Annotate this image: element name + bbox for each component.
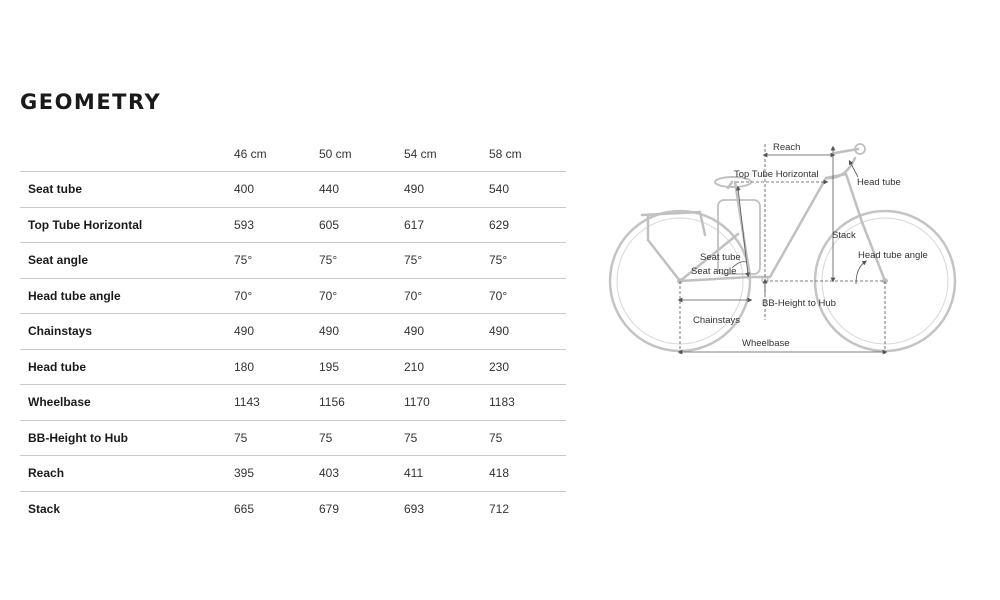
- cell-value: 1183: [489, 395, 515, 410]
- table-row: [20, 349, 566, 385]
- cell-value: 210: [404, 359, 425, 374]
- cell-value: 70°: [319, 288, 338, 303]
- cell-value: 75: [319, 430, 333, 445]
- cell-value: 75°: [234, 253, 253, 268]
- bike-geometry-diagram: [600, 130, 965, 365]
- cell-value: 440: [319, 182, 340, 197]
- cell-value: 490: [319, 324, 340, 339]
- label-seat-tube: Seat tube: [700, 252, 741, 263]
- cell-value: 75: [489, 430, 503, 445]
- table-row: [20, 456, 566, 492]
- label-wheelbase: Wheelbase: [742, 338, 790, 349]
- row-label: Reach: [28, 466, 65, 481]
- cell-value: 490: [404, 324, 425, 339]
- label-reach: Reach: [773, 142, 801, 153]
- cell-value: 593: [234, 217, 255, 232]
- geometry-table: [20, 137, 566, 526]
- column-header-size: 46 cm: [234, 147, 267, 161]
- table-row: [20, 243, 566, 279]
- cell-value: 490: [404, 182, 425, 197]
- cell-value: 70°: [489, 288, 508, 303]
- table-row: [20, 314, 566, 350]
- cell-value: 395: [234, 466, 255, 481]
- cell-value: 712: [489, 501, 510, 516]
- cell-value: 180: [234, 359, 255, 374]
- cell-value: 605: [319, 217, 340, 232]
- cell-value: 195: [319, 359, 340, 374]
- cell-value: 230: [489, 359, 510, 374]
- bike-frame: [642, 144, 885, 283]
- column-header-size: 58 cm: [489, 147, 522, 161]
- cell-value: 629: [489, 217, 510, 232]
- table-row: [20, 172, 566, 208]
- column-header-name: [20, 137, 225, 172]
- label-stack: Stack: [832, 230, 856, 241]
- page-title: GEOMETRY: [20, 90, 162, 114]
- cell-value: 75: [234, 430, 248, 445]
- cell-value: 400: [234, 182, 255, 197]
- cell-value: 540: [489, 182, 510, 197]
- row-label: Stack: [28, 501, 61, 516]
- cell-value: 75°: [404, 253, 423, 268]
- cell-value: 75°: [319, 253, 338, 268]
- row-label: Chainstays: [28, 324, 93, 339]
- cell-value: 411: [404, 466, 424, 481]
- table-header-row: [20, 137, 566, 172]
- row-label: Wheelbase: [28, 395, 91, 410]
- row-label: Head tube: [28, 359, 87, 374]
- cell-value: 665: [234, 501, 255, 516]
- cell-value: 70°: [404, 288, 423, 303]
- label-seat-angle: Seat angle: [691, 266, 737, 277]
- cell-value: 679: [319, 501, 340, 516]
- cell-value: 403: [319, 466, 340, 481]
- row-label: Head tube angle: [28, 288, 121, 303]
- label-head-tube: Head tube: [857, 177, 901, 188]
- cell-value: 75°: [489, 253, 508, 268]
- cell-value: 490: [489, 324, 510, 339]
- table-row: [20, 385, 566, 421]
- column-header-size: 54 cm: [404, 147, 437, 161]
- cell-value: 1143: [234, 395, 260, 410]
- cell-value: 1156: [319, 395, 345, 410]
- cell-value: 75: [404, 430, 418, 445]
- cell-value: 693: [404, 501, 425, 516]
- cell-value: 490: [234, 324, 255, 339]
- label-bb-height-to-hub: BB-Height to Hub: [762, 298, 836, 309]
- row-label: Seat tube: [28, 182, 83, 197]
- row-label: Seat angle: [28, 253, 89, 268]
- label-head-tube-angle: Head tube angle: [858, 250, 928, 261]
- table-row: [20, 278, 566, 314]
- row-label: Top Tube Horizontal: [28, 217, 143, 232]
- row-label: BB-Height to Hub: [28, 430, 128, 445]
- table-row: [20, 207, 566, 243]
- table-row: [20, 420, 566, 456]
- label-chainstays: Chainstays: [693, 315, 740, 326]
- table-row: [20, 491, 566, 526]
- cell-value: 617: [404, 217, 425, 232]
- label-top-tube-horizontal: Top Tube Horizontal: [734, 169, 819, 180]
- cell-value: 70°: [234, 288, 253, 303]
- cell-value: 418: [489, 466, 510, 481]
- column-header-size: 50 cm: [319, 147, 352, 161]
- cell-value: 1170: [404, 395, 430, 410]
